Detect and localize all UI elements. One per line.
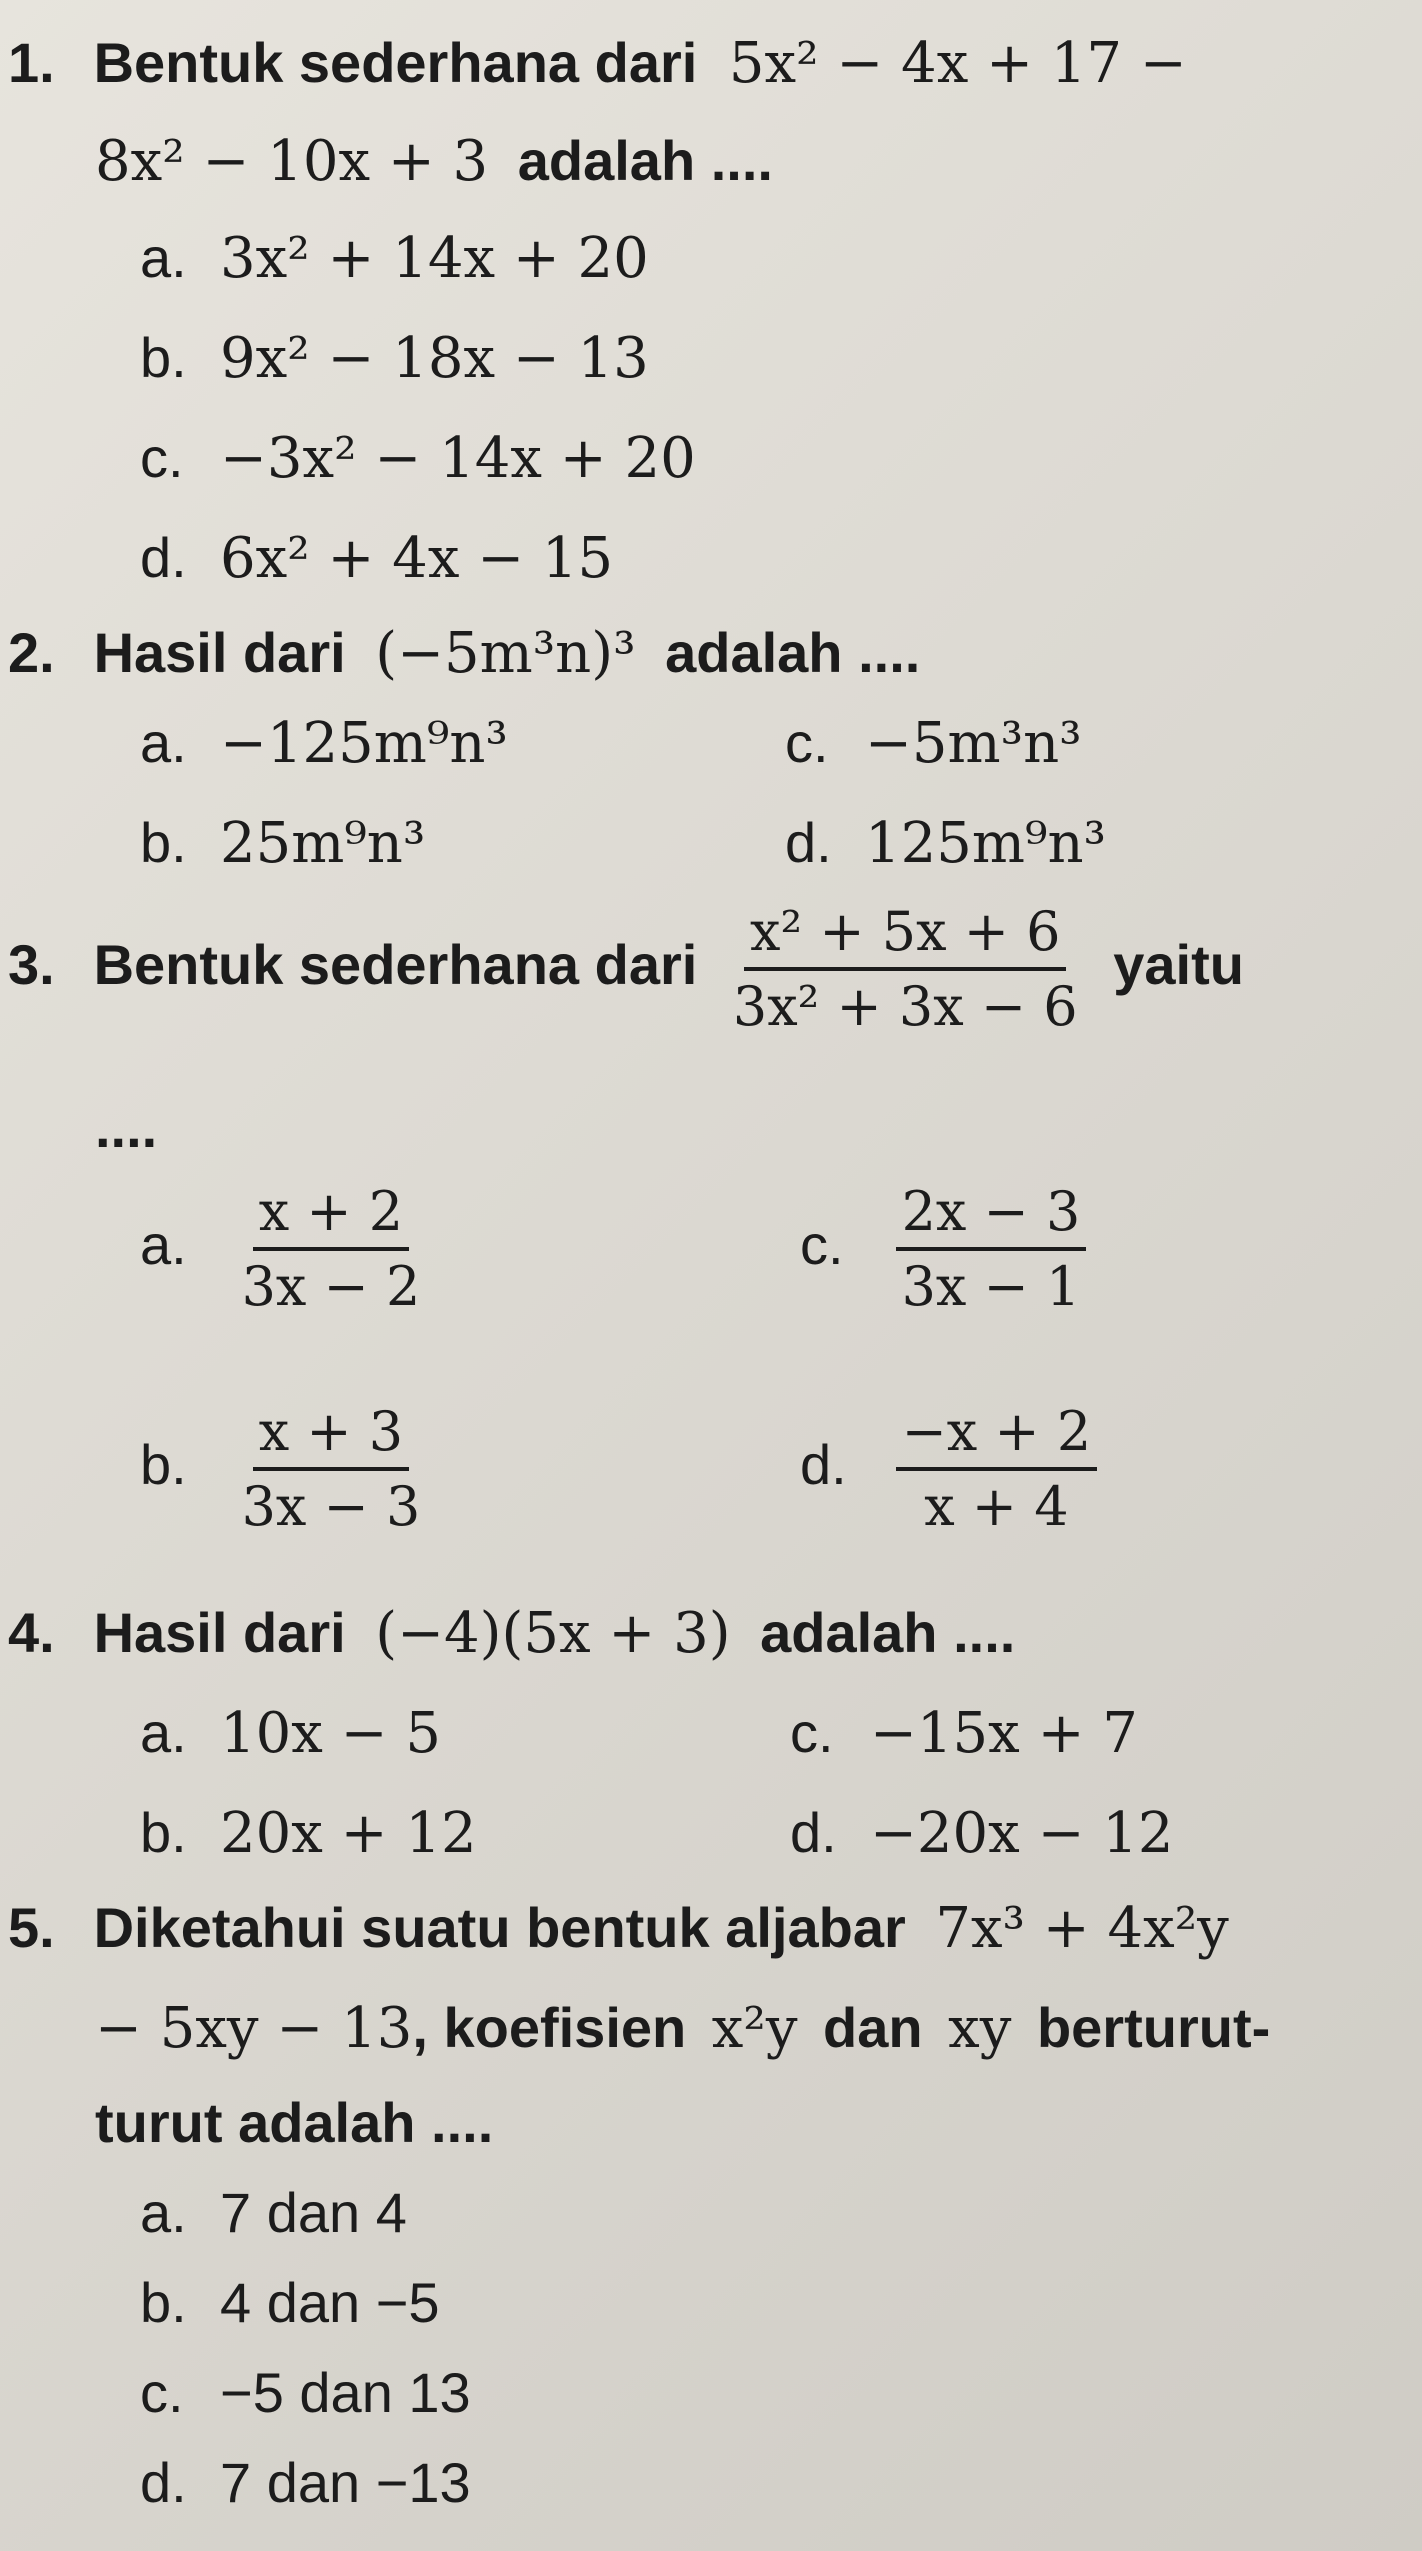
q5-expression-b: − 5xy − 13	[95, 1996, 413, 2061]
q2-stem-text: Hasil dari	[93, 621, 346, 684]
q4-option-d[interactable]	[790, 1800, 1174, 1866]
q5-option-c[interactable]	[140, 2360, 471, 2425]
option-text: 20x + 12	[220, 1801, 477, 1866]
q5-stem-berturut: berturut-	[1036, 1996, 1271, 2059]
option-text: 9x² − 18x − 13	[220, 326, 649, 391]
q5-expression-a: 7x³ + 4x²y	[935, 1896, 1229, 1961]
q4-number: 4.	[8, 1601, 55, 1664]
q2-stem-line	[8, 620, 920, 686]
q1-option-b[interactable]	[140, 325, 649, 391]
q2-option-a[interactable]	[140, 710, 508, 776]
option-label: b.	[140, 1432, 187, 1496]
option-text: −5 dan 13	[220, 2361, 471, 2424]
option-numerator: x + 2	[253, 1180, 409, 1251]
option-text: −20x − 12	[870, 1801, 1174, 1866]
q3-option-b[interactable]	[140, 1400, 426, 1538]
option-text: 7 dan −13	[220, 2451, 471, 2514]
q5-stem-koefisien: , koefisien	[412, 1996, 687, 2059]
option-text: 3x² + 14x + 20	[220, 226, 649, 291]
q2-stem-end: adalah ....	[665, 621, 921, 684]
q5-option-b[interactable]	[140, 2270, 440, 2335]
q2-option-c[interactable]	[785, 710, 1082, 776]
option-label: a.	[140, 2181, 187, 2244]
option-label: c.	[800, 1212, 844, 1276]
q5-stem-line1	[8, 1895, 1229, 1961]
q1-option-c[interactable]	[140, 425, 696, 491]
option-label: d.	[790, 1801, 837, 1864]
option-label: b.	[140, 1801, 187, 1864]
q5-stem-dan: dan	[823, 1996, 923, 2059]
option-text: −3x² − 14x + 20	[220, 426, 696, 491]
q5-stem-end: turut adalah ....	[95, 2091, 494, 2154]
q3-option-d[interactable]	[800, 1400, 1097, 1538]
q3-stem-end: yaitu	[1113, 932, 1244, 996]
q5-stem-line2	[95, 1995, 1270, 2061]
option-label: b.	[140, 2271, 187, 2334]
option-text: 6x² + 4x − 15	[220, 526, 614, 591]
q5-number: 5.	[8, 1896, 55, 1959]
q5-expression-c: x²y	[711, 1996, 798, 2061]
q1-number: 1.	[8, 31, 55, 94]
option-fraction	[236, 1180, 427, 1318]
option-label: c.	[785, 711, 829, 774]
option-label: a.	[140, 1701, 187, 1764]
option-label: d.	[800, 1432, 847, 1496]
option-label: b.	[140, 811, 187, 874]
option-denominator: x + 4	[924, 1475, 1069, 1538]
q5-expression-d: xy	[948, 1996, 1012, 2061]
option-label: d.	[140, 2451, 187, 2514]
option-text: 7 dan 4	[220, 2181, 407, 2244]
q4-option-b[interactable]	[140, 1800, 477, 1866]
q4-stem-end: adalah ....	[760, 1601, 1016, 1664]
option-denominator: 3x − 1	[901, 1255, 1081, 1318]
option-fraction	[236, 1400, 427, 1538]
q2-option-d[interactable]	[785, 810, 1106, 876]
q3-numerator: x² + 5x + 6	[744, 900, 1066, 971]
q5-stem-text: Diketahui suatu bentuk aljabar	[93, 1896, 906, 1959]
q4-stem-line	[8, 1600, 1015, 1666]
option-text: 125m⁹n³	[865, 811, 1106, 876]
q1-stem-text: Bentuk sederhana dari	[93, 31, 698, 94]
q2-number: 2.	[8, 621, 55, 684]
option-label: b.	[140, 326, 187, 389]
option-label: c.	[790, 1701, 834, 1764]
option-text: 4 dan −5	[220, 2271, 440, 2334]
option-text: −125m⁹n³	[220, 711, 508, 776]
q4-stem-text: Hasil dari	[93, 1601, 346, 1664]
option-denominator: 3x − 2	[241, 1255, 421, 1318]
option-text: −5m³n³	[865, 711, 1082, 776]
q1-stem-end: adalah ....	[517, 129, 773, 192]
q3-ellipsis: ....	[95, 1096, 158, 1159]
option-numerator: −x + 2	[896, 1400, 1098, 1471]
q3-fraction	[727, 900, 1084, 1038]
option-denominator: 3x − 3	[241, 1475, 421, 1538]
q3-stem-text: Bentuk sederhana dari	[93, 932, 698, 996]
option-numerator: x + 3	[253, 1400, 409, 1471]
q2-option-b[interactable]	[140, 810, 425, 876]
q3-option-c[interactable]	[800, 1180, 1086, 1318]
option-label: c.	[140, 2361, 184, 2424]
q1-expression-b: 8x² − 10x + 3	[95, 129, 489, 194]
q3-stem-line	[8, 900, 1244, 1038]
option-fraction	[896, 1180, 1087, 1318]
option-label: d.	[140, 526, 187, 589]
q3-option-a[interactable]	[140, 1180, 426, 1318]
option-text: 25m⁹n³	[220, 811, 426, 876]
q1-stem-line1	[8, 30, 1187, 96]
q5-option-a[interactable]	[140, 2180, 407, 2245]
q4-option-c[interactable]	[790, 1700, 1138, 1766]
option-numerator: 2x − 3	[896, 1180, 1087, 1251]
option-label: c.	[140, 426, 184, 489]
q1-option-d[interactable]	[140, 525, 613, 591]
q2-expression: (−5m³n)³	[375, 621, 636, 686]
q1-expression-a: 5x² − 4x + 17 −	[728, 31, 1187, 96]
option-text: 10x − 5	[220, 1701, 441, 1766]
q5-stem-line3	[95, 2090, 493, 2155]
q3-denominator: 3x² + 3x − 6	[732, 975, 1078, 1038]
q4-expression: (−4)(5x + 3)	[375, 1601, 731, 1666]
option-text: −15x + 7	[870, 1701, 1138, 1766]
option-fraction	[896, 1400, 1098, 1538]
option-label: a.	[140, 226, 187, 289]
option-label: d.	[785, 811, 832, 874]
q5-option-d[interactable]	[140, 2450, 471, 2515]
q3-number: 3.	[8, 932, 55, 996]
q1-stem-line2	[95, 128, 773, 194]
q4-option-a[interactable]	[140, 1700, 441, 1766]
option-label: a.	[140, 711, 187, 774]
q3-stem-dots	[95, 1095, 157, 1160]
option-label: a.	[140, 1212, 187, 1276]
q1-option-a[interactable]	[140, 225, 649, 291]
